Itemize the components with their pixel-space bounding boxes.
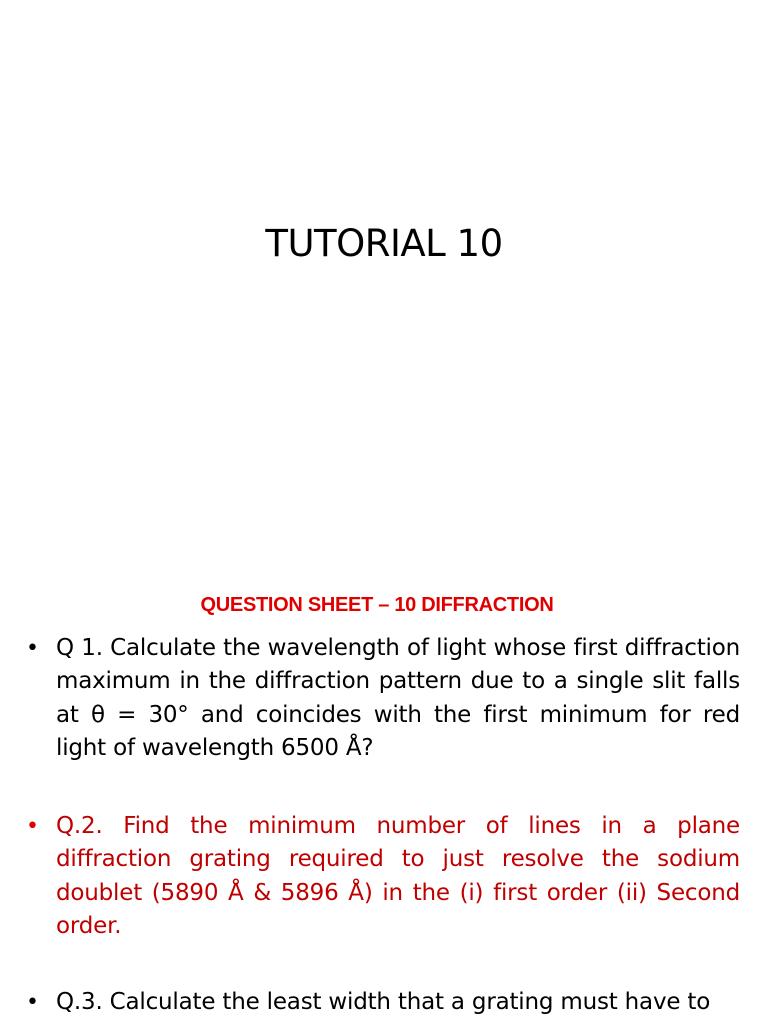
question-1-text: Q 1. Calculate the wavelength of light whose first diffraction maximum in the diffraction pattern due to a single slit falls at θ = 30° and coincides with the first minimum for red light of wavelength 6500 Å? [56,635,740,761]
question-3 [26,986,740,1019]
question-2 [26,810,740,943]
bullet-icon: • [26,814,39,839]
bullet-icon: • [26,990,39,1015]
question-1 [26,632,740,765]
question-3-text: Q.3. Calculate the least width that a grating must have to [56,989,711,1015]
slide-title: TUTORIAL 10 [265,222,503,265]
bullet-icon: • [26,636,39,661]
question-2-text: Q.2. Find the minimum number of lines in a plane diffraction grating required to just resolve the sodium doublet (5890 Å & 5896 Å) in the (i) first order (ii) Second order. [56,813,740,939]
question-sheet-heading: QUESTION SHEET – 10 DIFFRACTION [200,594,554,616]
